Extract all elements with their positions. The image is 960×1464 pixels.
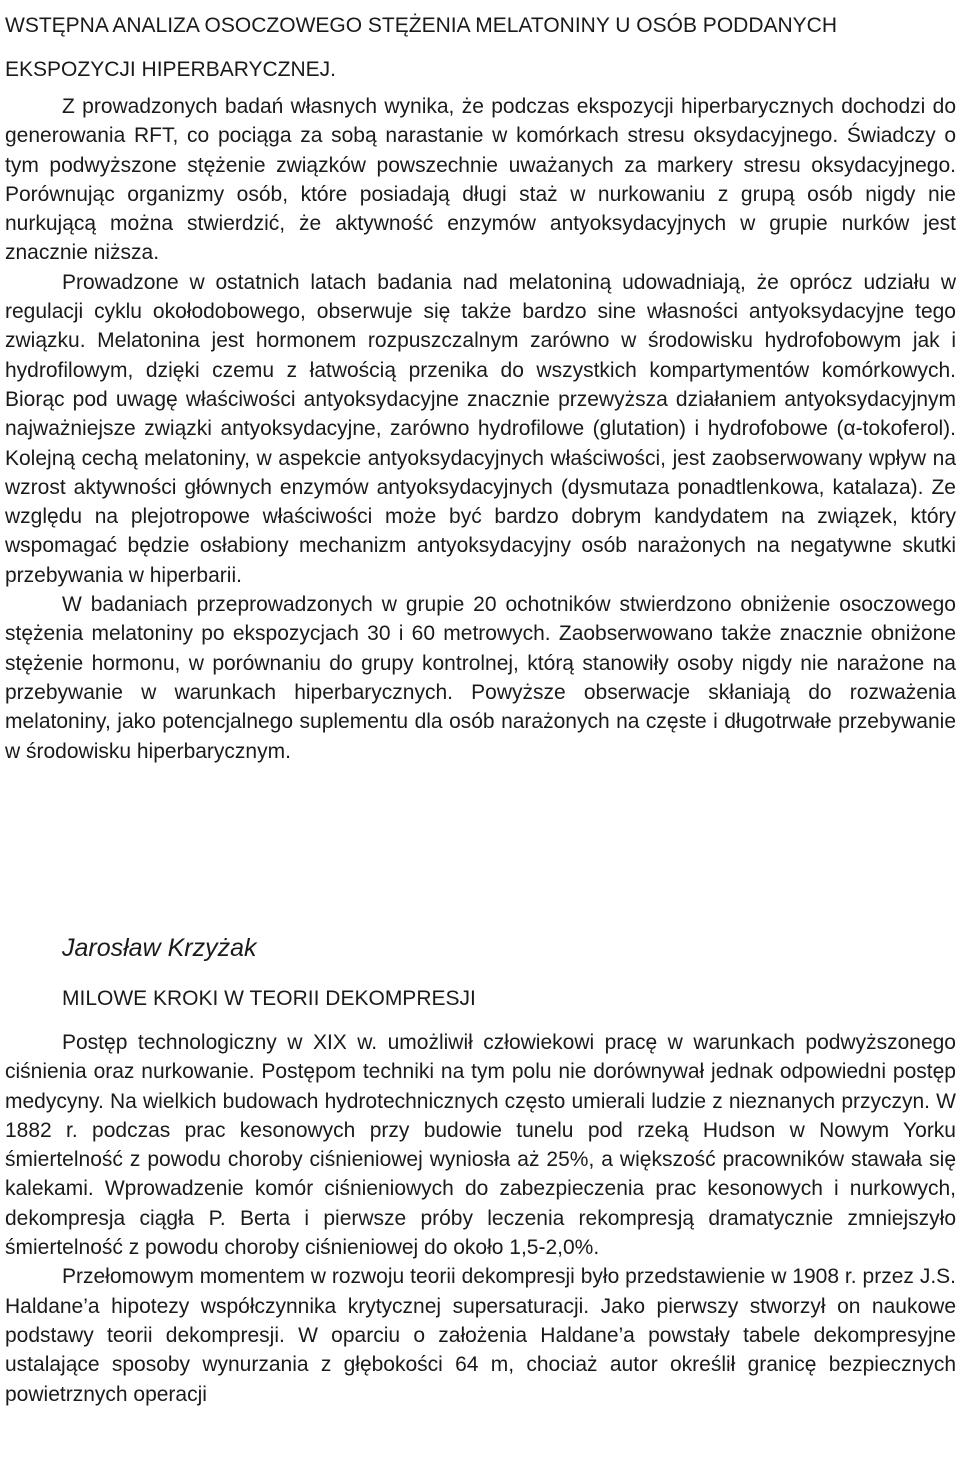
paragraph-decompression-history: Postęp technologiczny w XIX w. umożliwił człowiekowi pracę w warunkach podwyższonego ciśnienia oraz nurkowanie. Postępom techniki na tym polu nie dorównywał jednak odpowiedni postęp medycyny. Na wielkich budowach hydrotechnicznych często umierali ludzie z nieznanych przyczyn. W 1882 r. podczas prac kesonowych przy budowie tunelu pod rzeką Hudson w Nowym Yorku śmiertelność z powodu choroby ciśnieniowej wyniosła aż 25%, a większość pracowników stawała się kalekami. Wprowadzenie komór ciśnieniowych do zabezpieczenia prac kesonowych i nurkowych, dekompresja ciągła P. Berta i pierwsze próby leczenia rekompresją dramatycznie zmniejszyło śmiertelność z powodu choroby ciśnieniowej do około 1,5-2,0%. — [5, 1031, 956, 1260]
section-title-line-2: EKSPOZYCJI HIPERBARYCZNEJ. — [5, 58, 337, 81]
article-body — [5, 1028, 956, 1409]
paragraph-ros-oxidative-stress: Z prowadzonych badań własnych wynika, że podczas ekspozycji hiperbarycznych dochodzi do generowania RFT, co pociąga za sobą narastanie w komórkach stresu oksydacyjnego. Świadczy o tym podwyższone stężenie związków powszechnie uważanych za markery stresu oksydacyjnego. Porównując organizmy osób, które posiadają długi staż w nurkowaniu z grupą osób nigdy nie nurkującą można stwierdzić, że aktywność enzymów antyoksydacyjnych w grupie nurków jest znacznie niższa. — [5, 95, 956, 265]
paragraph-study-results: W badaniach przeprowadzonych w grupie 20 ochotników stwierdzono obniżenie osoczowego stężenia melatoniny po ekspozycjach 30 i 60 metrowych. Zaobserwowano także znacznie obniżone stężenie hormonu, w porównaniu do grupy kontrolnej, którą stanowiły osoby nigdy nie narażone na przebywanie w warunkach hiperbarycznych. Powyższe obserwacje skłaniają do rozważenia melatoniny, jako potencjalnego suplementu dla osób narażonych na częste i długotrwałe przebywanie w środowisku hiperbarycznym. — [5, 593, 956, 763]
author-name: Jarosław Krzyżak — [62, 934, 257, 962]
section-title-line-1: WSTĘPNA ANALIZA OSOCZOWEGO STĘŻENIA MELATONINY U OSÓB PODDANYCH — [5, 14, 837, 37]
section-body — [5, 92, 956, 766]
section-title — [5, 4, 956, 92]
paragraph-haldane-hypothesis: Przełomowym momentem w rozwoju teorii dekompresji było przedstawienie w 1908 r. przez J.S. Haldane’a hipotezy współczynnika krytycznej supersaturacji. Jako pierwszy stworzył on naukowe podstawy teorii dekompresji. W oparciu o założenia Haldane’a powstały tabele dekompresyjne ustalające sposoby wynurzania z głębokości 64 m, chociaż autor określił granicę bezpiecznych powietrznych operacji — [5, 1265, 956, 1406]
paragraph-melatonin-properties: Prowadzone w ostatnich latach badania nad melatoniną udowadniają, że oprócz udziału w regulacji cyklu okołodobowego, obserwuje się także bardzo sine własności antyoksydacyjne tego związku. Melatonina jest hormonem rozpuszczalnym zarówno w środowisku hydrofobowym jak i hydrofilowym, dzięki czemu z łatwością przenika do wszystkich kompartymentów komórkowych. Biorąc pod uwagę właściwości antyoksydacyjne znacznie przewyższa działaniem antyoksydacyjnym najważniejsze związki antyoksydacyjne, zarówno hydrofilowe (glutation) i hydrofobowe (α-tokoferol). Kolejną cechą melatoniny, w aspekcie antyoksydacyjnych właściwości, jest zaobserwowany wpływ na wzrost aktywności głównych enzymów antyoksydacyjnych (dysmutaza ponadtlenkowa, katalaza). Ze względu na plejotropowe właściwości może być bardzo dobrym kandydatem na związek, który wspomagać będzie osłabiony mechanizm antyoksydacyjny osób narażonych na negatywne skutki przebywania w hiperbarii. — [5, 270, 956, 587]
article-title: MILOWE KROKI W TEORII DEKOMPRESJI — [62, 987, 476, 1010]
